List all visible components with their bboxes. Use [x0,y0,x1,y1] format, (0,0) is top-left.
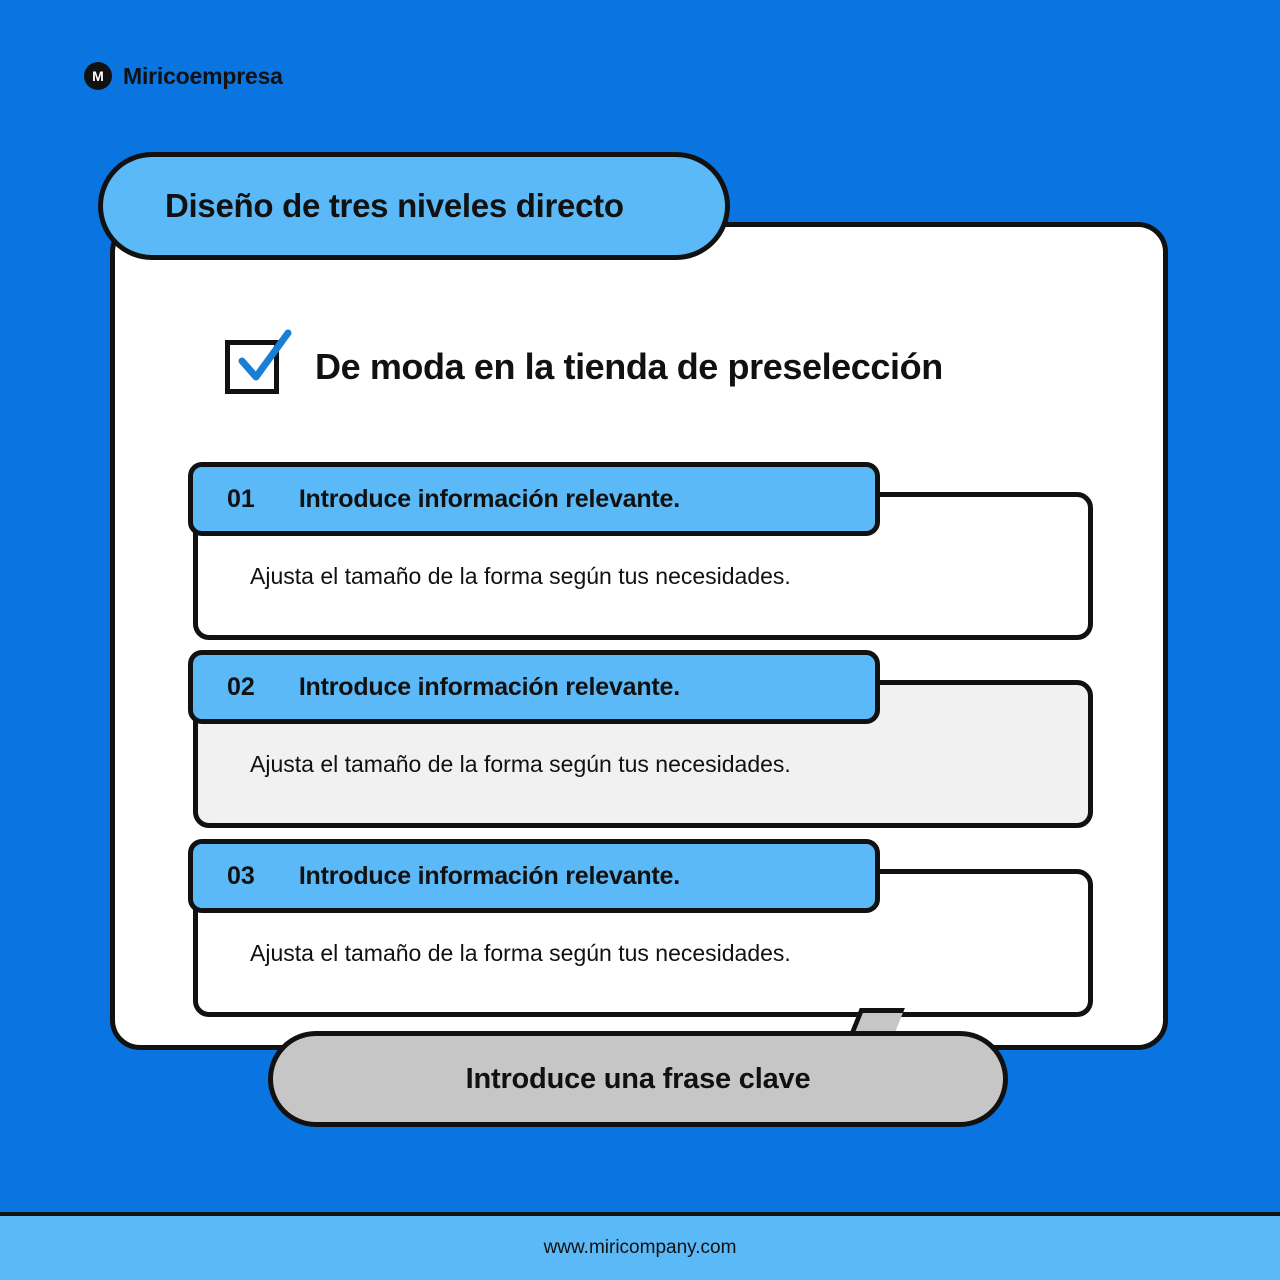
step-description: Ajusta el tamaño de la forma según tus necesidades. [250,751,791,777]
section-heading-label: De moda en la tienda de preselección [315,346,943,387]
step-number: 01 [227,484,255,513]
section-heading [225,340,943,394]
title-pill [98,152,730,260]
brand-mark-icon: M [84,62,112,90]
brand-name: Miricoempresa [123,62,283,89]
step-title: Introduce información relevante. [298,672,680,701]
bottom-callout [268,1031,1008,1127]
bottom-callout-label: Introduce una frase clave [465,1062,811,1095]
step-number: 02 [227,672,255,701]
step-title: Introduce información relevante. [298,484,680,513]
step-number: 03 [227,861,255,890]
footer-bar [0,1212,1280,1280]
page-title: Diseño de tres niveles directo [165,187,624,224]
checkbox-checked-icon [225,340,279,394]
step-header [188,650,880,724]
brand-logo [84,62,283,90]
step-header [188,462,880,536]
step-description: Ajusta el tamaño de la forma según tus necesidades. [250,940,791,966]
step-header [188,839,880,913]
footer-url: www.miricompany.com [543,1237,737,1258]
step-description: Ajusta el tamaño de la forma según tus necesidades. [250,563,791,589]
step-title: Introduce información relevante. [298,861,680,890]
